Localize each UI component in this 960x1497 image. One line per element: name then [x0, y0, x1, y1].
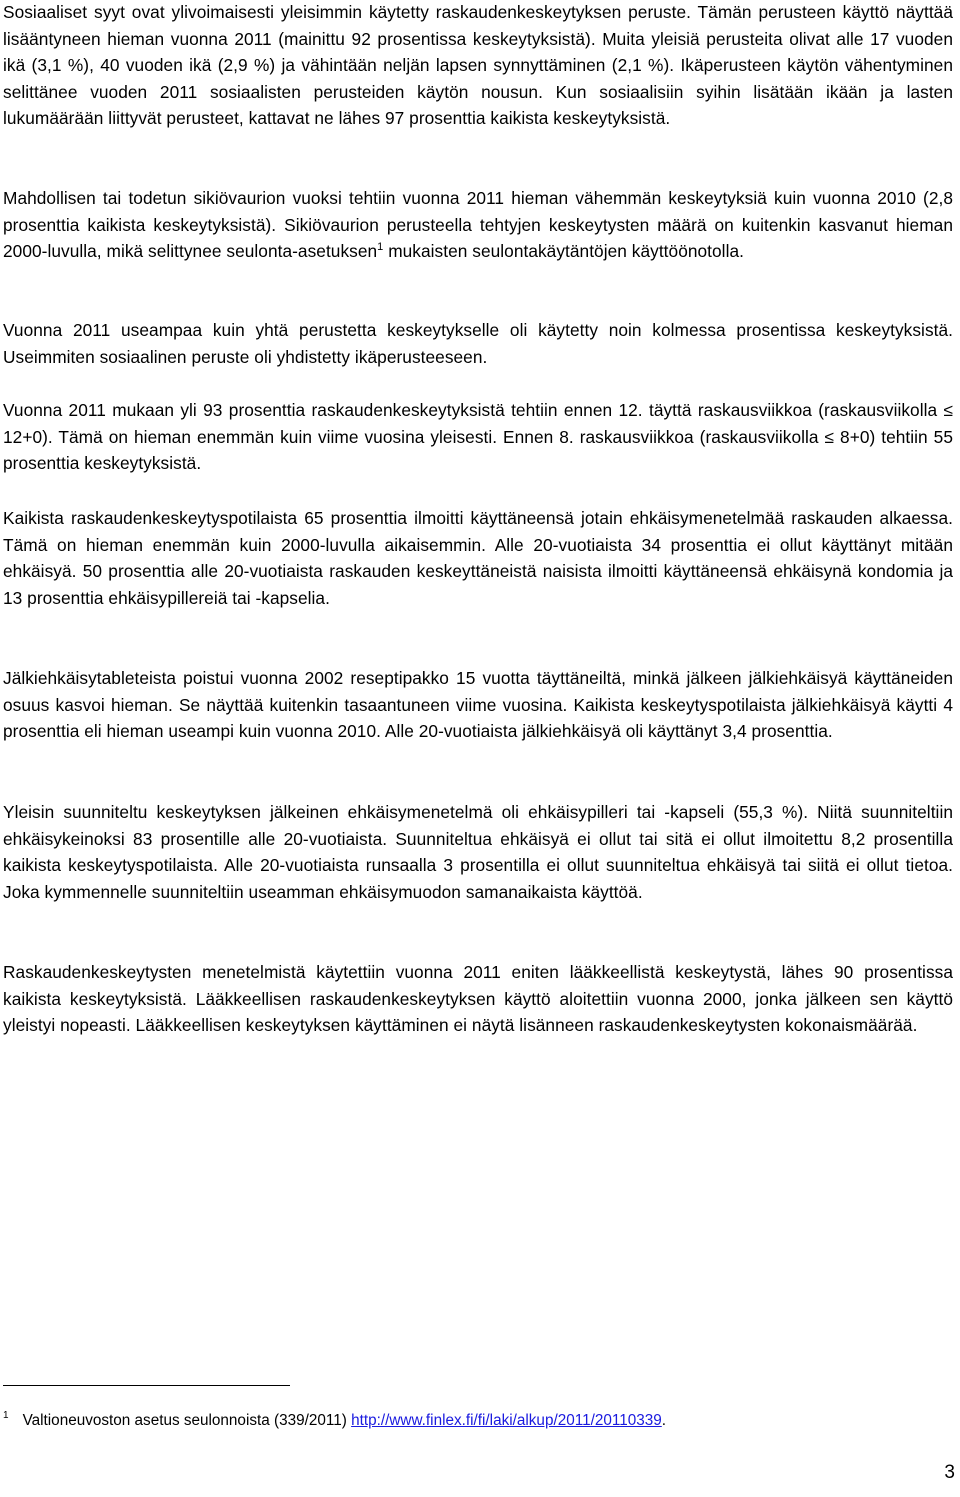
footnote: [3, 1410, 953, 1432]
paragraph-fetal-damage: [3, 185, 953, 265]
footnote-marker: 1: [3, 1410, 9, 1421]
footnote-link[interactable]: http://www.finlex.fi/fi/laki/alkup/2011/20110339: [351, 1412, 662, 1429]
paragraph-fetal-damage-text: Mahdollisen tai todetun sikiövaurion vuoksi tehtiin vuonna 2011 hieman vähemmän keskeytyksiä kuin vuonna 2010 (2,8 prosenttia kaikista keskeytyksistä). Sikiövaurion perusteella tehtyjen keskeytysten määrä on kuitenkin kasvanut hieman 2000-luvulla, mikä selittynee seulonta-asetuksen: [3, 188, 953, 261]
paragraph-methods: Raskaudenkeskeytysten menetelmistä käytettiin vuonna 2011 eniten lääkkeellistä keskeytystä, lähes 90 prosentissa kaikista keskeytyksistä. Lääkkeellisen raskaudenkeskeytyksen käyttö aloitettiin vuonna 2000, jonka jälkeen sen käyttö yleistyi nopeasti. Lääkkeellisen keskeytyksen käyttäminen ei näytä lisänneen raskaudenkeskeytysten kokonaismäärää.: [3, 962, 953, 1035]
footnote-trailing: .: [661, 1412, 667, 1429]
footnote-reference: 1: [377, 241, 384, 253]
paragraph-fetal-damage-text-end: mukaisten seulontakäytäntöjen käyttöönotolla.: [383, 241, 744, 261]
paragraph-social-grounds: Sosiaaliset syyt ovat ylivoimaisesti yleisimmin käytetty raskaudenkeskeytyksen peruste. Tämän perusteen käyttö näyttää lisääntyneen hieman vuonna 2011 (mainittu 92 prosentissa keskeytyksistä). Muita yleisiä perusteita olivat alle 17 vuoden ikä (3,1 %), 40 vuoden ikä (2,9 %) ja vähintään neljän lapsen synnyttäminen (2,1 %). Ikäperusteen käytön vähentyminen selittänee vuoden 2011 sosiaalisten perusteiden käytön nousun. Kun sosiaalisiin syihin lisätään ikään ja lasten lukumäärään liittyvät perusteet, kattavat ne lähes 97 prosenttia kaikista keskeytyksistä.: [3, 2, 953, 128]
footnote-separator: [3, 1385, 290, 1386]
page-number: 3: [944, 1462, 955, 1483]
paragraph-planned-contraception: Yleisin suunniteltu keskeytyksen jälkeinen ehkäisymenetelmä oli ehkäisypilleri tai -kapseli (55,3 %). Niitä suunniteltiin ehkäisykeinoksi 83 prosentille alle 20-vuotiaista. Suunniteltua ehkäisyä ei ollut tai sitä ei ollut ilmoitettu 8,2 prosentilla kaikista keskeytyspotilaista. Alle 20-vuotiaista runsaalla 3 prosentilla ei ollut suunniteltua ehkäisyä tai siitä ei ollut tietoa. Joka kymmennelle suunniteltiin useamman ehkäisymuodon samanaikaista käyttöä.: [3, 802, 953, 902]
footnote-text: Valtioneuvoston asetus seulonnoista (339/2011): [22, 1412, 352, 1429]
paragraph-multiple-grounds: Vuonna 2011 useampaa kuin yhtä perustetta keskeytykselle oli käytetty noin kolmessa prosentissa keskeytyksistä. Useimmiten sosiaalinen peruste oli yhdistetty ikäperusteeseen.: [3, 320, 953, 367]
paragraph-gestational-week: Vuonna 2011 mukaan yli 93 prosenttia raskaudenkeskeytyksistä tehtiin ennen 12. täyttä raskausviikkoa (raskausviikolla ≤ 12+0). Tämä on hieman enemmän kuin viime vuosina yleisesti. Ennen 8. raskausviikkoa (raskausviikolla ≤ 8+0) tehtiin 55 prosenttia keskeytyksistä.: [3, 400, 953, 473]
paragraph-emergency-contraception: Jälkiehkäisytableteista poistui vuonna 2002 reseptipakko 15 vuotta täyttäneiltä, minkä jälkeen jälkiehkäisyä käyttäneiden osuus kasvoi hieman. Se näyttää kuitenkin tasaantuneen viime vuosina. Kaikista keskeytyspotilaista jälkiehkäisyä käytti 4 prosenttia eli hieman useampi kuin vuonna 2010. Alle 20-vuotiaista jälkiehkäisyä oli käyttänyt 3,4 prosenttia.: [3, 668, 953, 741]
paragraph-contraception: Kaikista raskaudenkeskeytyspotilaista 65 prosenttia ilmoitti käyttäneensä jotain ehkäisymenetelmää raskauden alkaessa. Tämä on hieman enemmän kuin 2000-luvulla aikaisemmin. Alle 20-vuotiaista 34 prosenttia ei ollut käyttänyt mitään ehkäisyä. 50 prosenttia alle 20-vuotiaista raskauden keskeyttäneistä naisista ilmoitti käyttäneensä ehkäisynä kondomia ja 13 prosenttia ehkäisypillereiä tai -kapselia.: [3, 508, 953, 608]
